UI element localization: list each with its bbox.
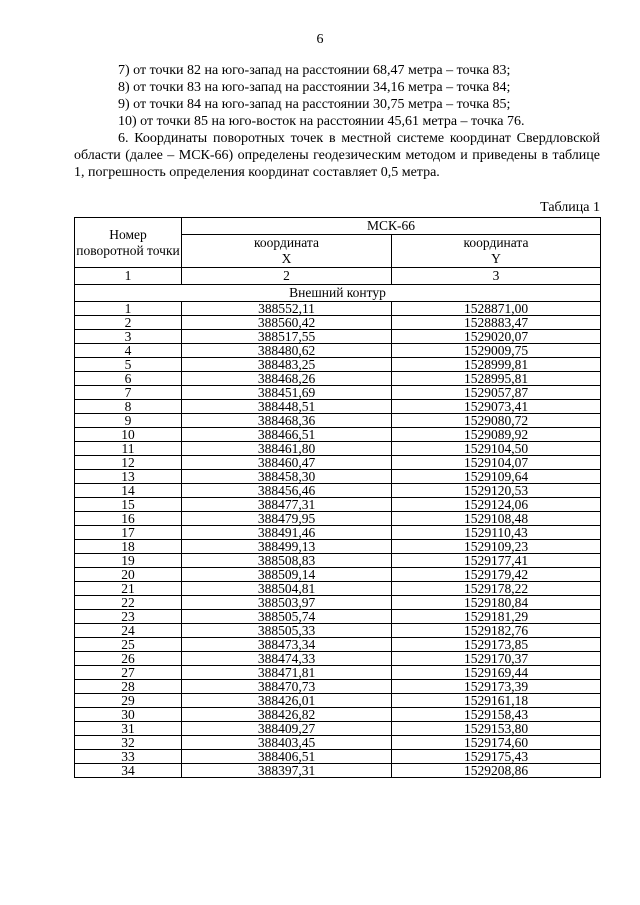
coordinate-x-cell: 388470,73: [182, 680, 392, 694]
coordinate-y-cell: 1528995,81: [392, 372, 601, 386]
coordinate-x-cell: 388552,11: [182, 302, 392, 316]
coordinate-x-cell: 388483,25: [182, 358, 392, 372]
coordinate-y-cell: 1529180,84: [392, 596, 601, 610]
coordinate-x-cell: 388448,51: [182, 400, 392, 414]
point-number-cell: 18: [75, 540, 182, 554]
table-row: [75, 386, 601, 400]
table-row: [75, 750, 601, 764]
coordinate-y-cell: 1529173,39: [392, 680, 601, 694]
coordinate-y-cell: 1529057,87: [392, 386, 601, 400]
point-number-cell: 32: [75, 736, 182, 750]
table-row: [75, 694, 601, 708]
coordinate-y-cell: 1529110,43: [392, 526, 601, 540]
table-row: [75, 484, 601, 498]
table-row: [75, 680, 601, 694]
coordinate-y-cell: 1529080,72: [392, 414, 601, 428]
coordinate-y-cell: 1528883,47: [392, 316, 601, 330]
point-number-cell: 10: [75, 428, 182, 442]
table-row: [75, 498, 601, 512]
point-number-cell: 17: [75, 526, 182, 540]
table-row: [75, 708, 601, 722]
table-row: [75, 582, 601, 596]
coordinate-x-cell: 388509,14: [182, 568, 392, 582]
coordinate-x-cell: 388505,33: [182, 624, 392, 638]
coordinate-y-cell: 1529124,06: [392, 498, 601, 512]
coordinate-y-cell: 1529169,44: [392, 666, 601, 680]
table-row: [75, 764, 601, 778]
paragraph-item-10: 10) от точки 85 на юго-восток на расстоянии 45,61 метра – точка 76.: [118, 114, 525, 129]
paragraph-item-8: 8) от точки 83 на юго-запад на расстоянии 34,16 метра – точка 84;: [118, 80, 511, 95]
coordinate-x-cell: 388426,82: [182, 708, 392, 722]
table-row: [75, 512, 601, 526]
table-row: [75, 554, 601, 568]
coordinate-x-cell: 388517,55: [182, 330, 392, 344]
coordinate-y-cell: 1529153,80: [392, 722, 601, 736]
point-number-cell: 7: [75, 386, 182, 400]
header-x-label: координата: [254, 235, 319, 250]
header-x-axis: X: [281, 251, 292, 266]
coordinate-x-cell: 388503,97: [182, 596, 392, 610]
header-point-number: Номер поворотной точки: [75, 218, 182, 268]
table-row: [75, 638, 601, 652]
point-number-cell: 14: [75, 484, 182, 498]
table-row: [75, 568, 601, 582]
coordinate-x-cell: 388426,01: [182, 694, 392, 708]
coordinate-x-cell: 388468,36: [182, 414, 392, 428]
point-number-cell: 15: [75, 498, 182, 512]
table-row: [75, 722, 601, 736]
table-row: [75, 624, 601, 638]
header-coordinate-x: [182, 235, 392, 268]
coordinate-y-cell: 1529020,07: [392, 330, 601, 344]
coordinate-y-cell: 1528999,81: [392, 358, 601, 372]
coordinate-x-cell: 388473,34: [182, 638, 392, 652]
header-y-label: координата: [463, 235, 529, 250]
coordinate-x-cell: 388479,95: [182, 512, 392, 526]
coordinate-y-cell: 1529182,76: [392, 624, 601, 638]
column-number: 1: [75, 268, 182, 285]
table-row: [75, 442, 601, 456]
coordinate-x-cell: 388466,51: [182, 428, 392, 442]
coordinate-y-cell: 1529177,41: [392, 554, 601, 568]
point-number-cell: 22: [75, 596, 182, 610]
coordinate-x-cell: 388461,80: [182, 442, 392, 456]
point-number-cell: 27: [75, 666, 182, 680]
point-number-cell: 4: [75, 344, 182, 358]
column-number: 3: [392, 268, 601, 285]
coordinate-y-cell: 1528871,00: [392, 302, 601, 316]
table-row: [75, 372, 601, 386]
coordinate-y-cell: 1529174,60: [392, 736, 601, 750]
point-number-cell: 13: [75, 470, 182, 484]
point-number-cell: 3: [75, 330, 182, 344]
coordinate-x-cell: 388560,42: [182, 316, 392, 330]
point-number-cell: 30: [75, 708, 182, 722]
coordinate-x-cell: 388491,46: [182, 526, 392, 540]
coordinate-y-cell: 1529208,86: [392, 764, 601, 778]
coordinate-x-cell: 388406,51: [182, 750, 392, 764]
coordinate-y-cell: 1529104,50: [392, 442, 601, 456]
table-row: [75, 666, 601, 680]
table-row: [75, 456, 601, 470]
header-coordinate-y: [392, 235, 601, 268]
table-row: [75, 400, 601, 414]
point-number-cell: 19: [75, 554, 182, 568]
coordinate-x-cell: 388471,81: [182, 666, 392, 680]
coordinate-y-cell: 1529109,23: [392, 540, 601, 554]
coordinate-y-cell: 1529073,41: [392, 400, 601, 414]
coordinate-x-cell: 388460,47: [182, 456, 392, 470]
coordinate-y-cell: 1529104,07: [392, 456, 601, 470]
coordinate-y-cell: 1529173,85: [392, 638, 601, 652]
paragraph-item-9: 9) от точки 84 на юго-запад на расстоянии 30,75 метра – точка 85;: [118, 97, 511, 112]
point-number-cell: 1: [75, 302, 182, 316]
coordinate-y-cell: 1529161,18: [392, 694, 601, 708]
point-number-cell: 28: [75, 680, 182, 694]
coordinate-x-cell: 388403,45: [182, 736, 392, 750]
table-row: [75, 540, 601, 554]
point-number-cell: 5: [75, 358, 182, 372]
coordinate-x-cell: 388456,46: [182, 484, 392, 498]
point-number-cell: 16: [75, 512, 182, 526]
point-number-cell: 34: [75, 764, 182, 778]
coordinate-y-cell: 1529089,92: [392, 428, 601, 442]
table-row: [75, 470, 601, 484]
point-number-cell: 20: [75, 568, 182, 582]
header-coordinate-system: МСК-66: [182, 218, 601, 235]
point-number-cell: 23: [75, 610, 182, 624]
coordinate-y-cell: 1529178,22: [392, 582, 601, 596]
coordinate-x-cell: 388499,13: [182, 540, 392, 554]
point-number-cell: 9: [75, 414, 182, 428]
coordinate-x-cell: 388504,81: [182, 582, 392, 596]
table-row: [75, 302, 601, 316]
coordinate-y-cell: 1529120,53: [392, 484, 601, 498]
section-title: Внешний контур: [75, 285, 601, 302]
coordinate-x-cell: 388397,31: [182, 764, 392, 778]
table-row: [75, 736, 601, 750]
point-number-cell: 12: [75, 456, 182, 470]
table-row: [75, 526, 601, 540]
coordinate-x-cell: 388505,74: [182, 610, 392, 624]
point-number-cell: 29: [75, 694, 182, 708]
point-number-cell: 6: [75, 372, 182, 386]
coordinate-x-cell: 388409,27: [182, 722, 392, 736]
point-number-cell: 25: [75, 638, 182, 652]
point-number-cell: 31: [75, 722, 182, 736]
coordinate-x-cell: 388477,31: [182, 498, 392, 512]
page-number: 6: [316, 32, 324, 47]
coordinate-y-cell: 1529009,75: [392, 344, 601, 358]
coordinate-x-cell: 388474,33: [182, 652, 392, 666]
table-row: [75, 428, 601, 442]
coordinate-y-cell: 1529108,48: [392, 512, 601, 526]
header-y-axis: Y: [491, 251, 501, 266]
coordinate-y-cell: 1529170,37: [392, 652, 601, 666]
coordinate-y-cell: 1529109,64: [392, 470, 601, 484]
point-number-cell: 11: [75, 442, 182, 456]
table-row: [75, 610, 601, 624]
table-row: [75, 358, 601, 372]
table-row: [75, 596, 601, 610]
table-caption: Таблица 1: [540, 200, 600, 215]
point-number-cell: 2: [75, 316, 182, 330]
coordinate-y-cell: 1529181,29: [392, 610, 601, 624]
point-number-cell: 33: [75, 750, 182, 764]
body-text: [74, 62, 600, 181]
point-number-cell: 21: [75, 582, 182, 596]
coordinate-y-cell: 1529175,43: [392, 750, 601, 764]
coordinate-x-cell: 388468,26: [182, 372, 392, 386]
paragraph-section-6: 6. Координаты поворотных точек в местной системе координат Свердловской области (далее – МСК-66) определены геодезическим методом и приведены в таблице 1, погрешность определения координат составляет 0,5 метра.: [74, 131, 600, 180]
coordinate-x-cell: 388480,62: [182, 344, 392, 358]
table-body: [75, 302, 601, 778]
coordinate-x-cell: 388451,69: [182, 386, 392, 400]
point-number-cell: 8: [75, 400, 182, 414]
table-row: [75, 344, 601, 358]
table-row: [75, 330, 601, 344]
table-row: [75, 316, 601, 330]
paragraph-item-7: 7) от точки 82 на юго-запад на расстоянии 68,47 метра – точка 83;: [118, 63, 511, 78]
coordinate-x-cell: 388508,83: [182, 554, 392, 568]
table-row: [75, 652, 601, 666]
coordinate-x-cell: 388458,30: [182, 470, 392, 484]
column-number: 2: [182, 268, 392, 285]
point-number-cell: 26: [75, 652, 182, 666]
point-number-cell: 24: [75, 624, 182, 638]
coordinate-y-cell: 1529179,42: [392, 568, 601, 582]
coordinate-y-cell: 1529158,43: [392, 708, 601, 722]
coordinates-table: [74, 217, 601, 778]
table-row: [75, 414, 601, 428]
